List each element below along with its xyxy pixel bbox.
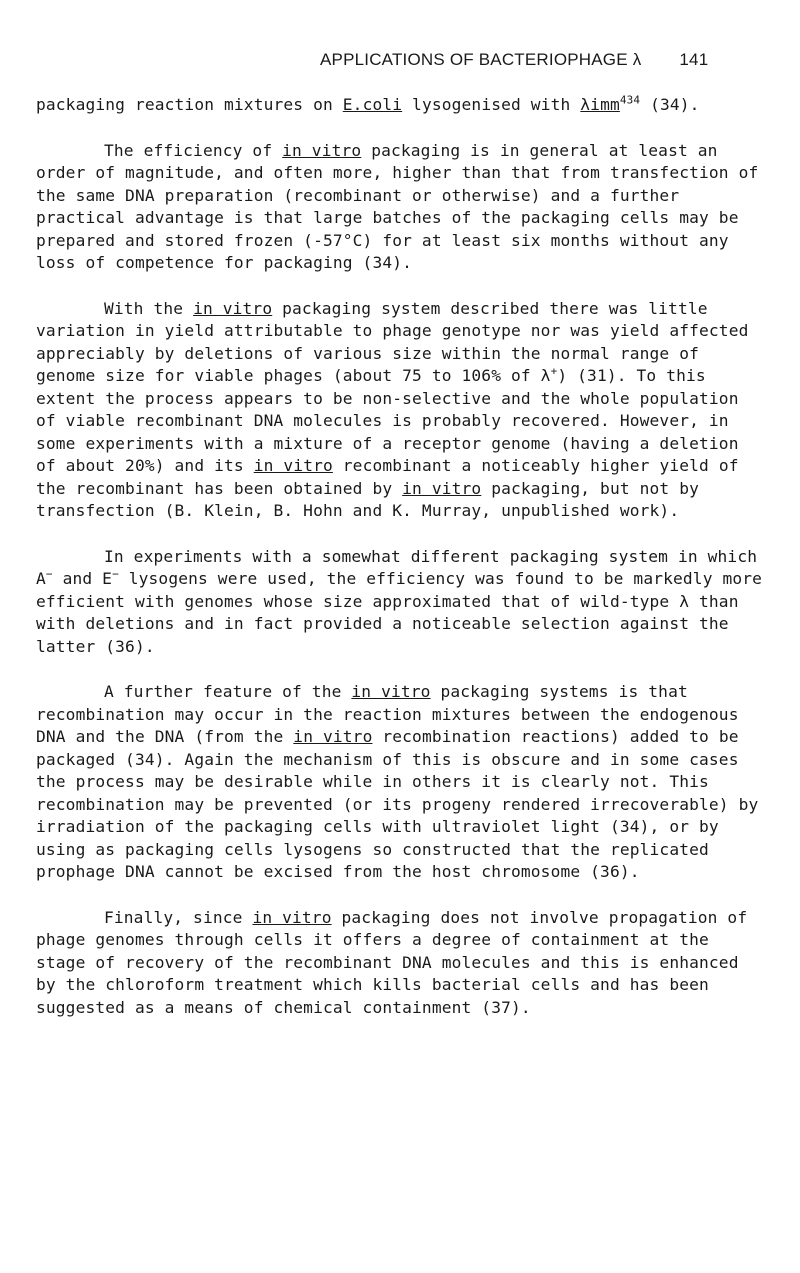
paragraph-yield-variation [36, 298, 766, 523]
strain-name: λimm [580, 95, 620, 114]
page-number: 141 [679, 50, 709, 69]
in-vitro-term: in vitro [282, 140, 362, 160]
wild-type-superscript: + [550, 364, 558, 378]
strain-superscript: 434 [619, 93, 641, 107]
text-run: packaging, but not by transfection (B. Klein, B. Hohn and K. Murray, unpublished work). [36, 478, 700, 520]
paragraph-containment [36, 907, 766, 1020]
in-vitro-term: in vitro [351, 682, 431, 701]
text-run: Finally, since [104, 907, 253, 927]
minus-superscript: − [45, 567, 53, 581]
paragraph-selection [36, 546, 766, 659]
in-vitro-term: in vitro [402, 478, 482, 498]
text-run: ) (31). To this extent the process appears to be non-selective and the whole population of viable recombinant DNA molecules is probably recovered. However, in some experiments with a mixture of a receptor genome (having a deletion of about 20%) and its [36, 366, 739, 475]
text-run: With the [104, 298, 194, 318]
text-run: The efficiency of [104, 140, 283, 160]
running-title: APPLICATIONS OF BACTERIOPHAGE λ [320, 50, 642, 69]
paragraph-continuation [36, 94, 766, 117]
paragraph-efficiency [36, 140, 766, 275]
text-run: A further feature of the [104, 682, 352, 701]
in-vitro-term: in vitro [293, 727, 373, 746]
running-header [320, 50, 740, 70]
in-vitro-term: in vitro [193, 298, 273, 318]
text-run: recombinant a noticeably higher yield of the recombinant has been obtained by [36, 456, 739, 498]
paragraph-recombination [36, 681, 766, 884]
text-run: recombination reactions) added to be packaged (34). Again the mechanism of this is obscure and in some cases the process may be desirable while in others it is clearly not. This recombination may be prevented (or its progeny rendered irrecoverable) by irradiation of the packaging cells with ultraviolet light (34), or by using as packaging cells lysogens so constructed that the replicated prophage DNA cannot be excised from the host chromosome (36). [36, 727, 759, 881]
body-text [36, 94, 766, 1042]
text-run: and E [52, 569, 113, 588]
species-name: E.coli [342, 95, 403, 114]
text-run: In experiments with a somewhat different packaging system in which A [36, 546, 758, 588]
in-vitro-term: in vitro [253, 456, 333, 475]
text-run: packaging reaction mixtures on [36, 95, 343, 114]
text-run: lysogens were used, the efficiency was found to be markedly more efficient with genomes whose size approximated that of wild-type λ than with deletions and in fact provided a noticeable selection against the latter (36). [36, 569, 763, 656]
text-run: lysogenised with [402, 95, 581, 114]
text-run: packaging does not involve propagation of phage genomes through cells it offers a degree of containment at the stage of recovery of the recombinant DNA molecules and this is enhanced by the chloroform treatment which kills bacterial cells and has been suggested as a means of chemical containment (37). [36, 907, 748, 1017]
text-run: packaging systems is that recombination may occur in the reaction mixtures between the endogenous DNA and the DNA (from the [36, 682, 739, 746]
text-run: packaging is in general at least an order of magnitude, and often more, higher than that from transfection of the same DNA preparation (recombinant or otherwise) and a further practical advantage is that large batches of the packaging cells may be prepared and stored frozen (-57°C) for at least six months without any loss of competence for packaging (34). [36, 140, 759, 272]
text-run: (34). [640, 95, 700, 114]
text-run: packaging system described there was little variation in yield attributable to phage genotype nor was yield affected appreciably by deletions of various size within the normal range of genome size for viable phages (about 75 to 106% of λ [36, 298, 749, 385]
minus-superscript: − [112, 567, 119, 581]
in-vitro-term: in vitro [252, 907, 332, 927]
